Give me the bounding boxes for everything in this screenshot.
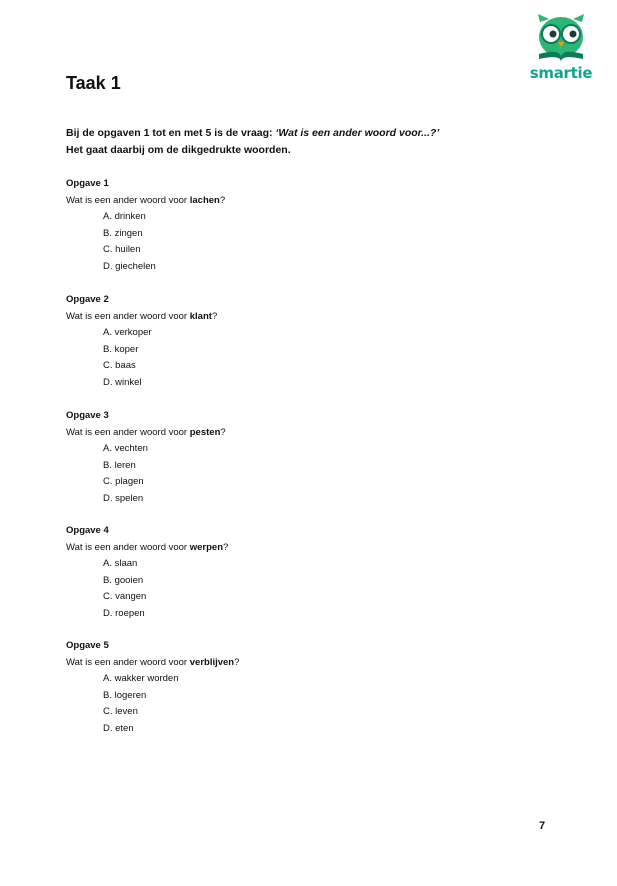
answer-option: D. spelen bbox=[103, 492, 144, 504]
answer-option: A. drinken bbox=[103, 211, 146, 223]
answer-option: C. huilen bbox=[103, 244, 141, 256]
answer-options bbox=[66, 556, 228, 622]
answer-options bbox=[66, 671, 239, 737]
answer-option: A. wakker worden bbox=[103, 673, 179, 685]
prompt-suffix: ? bbox=[223, 541, 229, 553]
question-block bbox=[66, 176, 225, 276]
question-prompt bbox=[66, 425, 226, 442]
answer-option: D. roepen bbox=[103, 607, 145, 619]
logo-wordmark: smartie bbox=[529, 64, 593, 82]
owl-icon bbox=[532, 12, 590, 64]
answer-option: C. leven bbox=[103, 706, 138, 718]
target-word: klant bbox=[189, 310, 212, 322]
intro-question: ‘Wat is een ander woord voor...?’ bbox=[275, 127, 440, 139]
prompt-suffix: ? bbox=[220, 426, 226, 438]
answer-option: B. logeren bbox=[103, 689, 147, 701]
smartie-logo bbox=[522, 12, 600, 82]
intro-line-1 bbox=[66, 125, 439, 142]
prompt-suffix: ? bbox=[234, 656, 240, 668]
answer-option: C. plagen bbox=[103, 476, 144, 488]
intro-prefix: Bij de opgaven 1 tot en met 5 is de vraag: bbox=[66, 127, 276, 139]
question-prompt bbox=[66, 309, 217, 326]
answer-option: A. verkoper bbox=[103, 327, 152, 339]
prompt-text: Wat is een ander woord voor bbox=[66, 541, 190, 553]
question-block bbox=[66, 523, 228, 623]
answer-option: D. giechelen bbox=[103, 260, 156, 272]
prompt-suffix: ? bbox=[219, 194, 226, 206]
page-title: Taak 1 bbox=[66, 73, 121, 93]
target-word: lachen bbox=[189, 194, 220, 206]
answer-option: C. baas bbox=[103, 360, 136, 372]
answer-option: B. leren bbox=[103, 459, 136, 471]
answer-option: B. zingen bbox=[103, 227, 143, 239]
target-word: verblijven bbox=[189, 656, 235, 668]
prompt-text: Wat is een ander woord voor bbox=[66, 656, 190, 668]
answer-options bbox=[66, 209, 225, 275]
prompt-text: Wat is een ander woord voor bbox=[66, 310, 190, 322]
question-heading: Opgave 2 bbox=[66, 294, 109, 305]
question-block bbox=[66, 638, 239, 738]
question-prompt bbox=[66, 655, 239, 672]
intro-instructions bbox=[66, 125, 439, 159]
answer-option: B. koper bbox=[103, 343, 139, 355]
question-heading: Opgave 4 bbox=[66, 525, 109, 536]
answer-option: D. eten bbox=[103, 722, 134, 734]
question-prompt bbox=[66, 193, 225, 210]
answer-option: A. vechten bbox=[103, 443, 148, 455]
answer-option: A. slaan bbox=[103, 558, 138, 570]
question-heading: Opgave 5 bbox=[66, 640, 109, 651]
question-heading: Opgave 1 bbox=[66, 178, 109, 189]
question-prompt bbox=[66, 540, 228, 557]
question-block bbox=[66, 292, 217, 392]
answer-option: D. winkel bbox=[103, 376, 142, 388]
prompt-suffix: ? bbox=[211, 310, 218, 322]
intro-line-2: Het gaat daarbij om de dikgedrukte woorden. bbox=[66, 144, 291, 156]
answer-options bbox=[66, 441, 226, 507]
answer-options bbox=[66, 325, 217, 391]
prompt-text: Wat is een ander woord voor bbox=[66, 194, 190, 206]
target-word: werpen bbox=[189, 541, 224, 553]
prompt-text: Wat is een ander woord voor bbox=[66, 426, 190, 438]
answer-option: B. gooien bbox=[103, 574, 144, 586]
question-heading: Opgave 3 bbox=[66, 410, 109, 421]
page-number: 7 bbox=[539, 820, 546, 832]
target-word: pesten bbox=[189, 426, 221, 438]
question-block bbox=[66, 408, 226, 508]
answer-option: C. vangen bbox=[103, 591, 147, 603]
